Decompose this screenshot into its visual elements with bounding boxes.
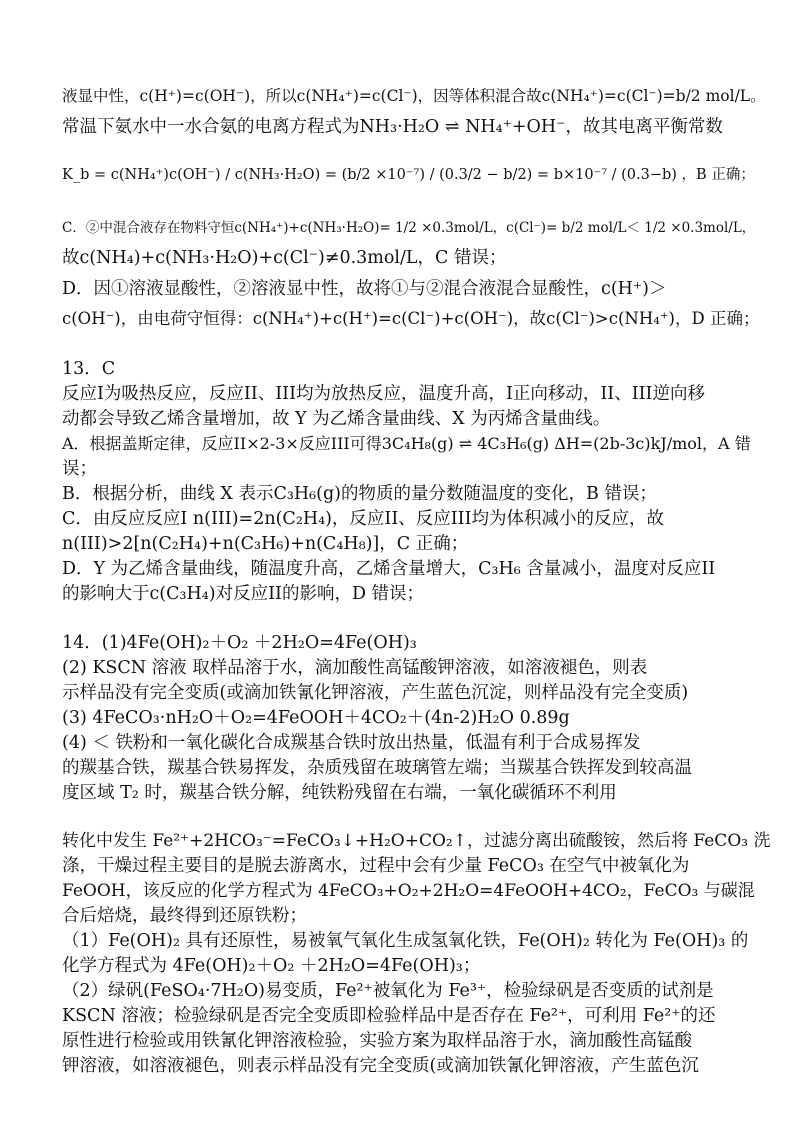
- text-line: D．因①溶液显酸性，②溶液显中性，故将①与②混合液混合显酸性，c(H⁺)＞: [62, 279, 667, 299]
- text-line: 动都会导致乙烯含量增加，故 Y 为乙烯含量曲线、X 为丙烯含量曲线。: [62, 409, 611, 429]
- text-line: 钾溶液，如溶液褪色，则表示样品没有完全变质(或滴加铁氰化钾溶液，产生蓝色沉: [62, 1056, 699, 1076]
- text-line: 合后焙烧，最终得到还原铁粉；: [62, 906, 307, 926]
- text-line: A．根据盖斯定律，反应II×2-3×反应III可得3C₄H₈(g) ⇌ 4C₃H₆(g) ΔH=(2b-3c)kJ/mol，A 错: [62, 434, 751, 453]
- text-line: n(III)>2[n(C₂H₄)+n(C₃H₆)+n(C₄H₈)]，C 正确；: [62, 534, 469, 554]
- text-line: (4) ＜ 铁粉和一氧化碳化合成羰基合铁时放出热量，低温有利于合成易挥发: [62, 733, 641, 753]
- text-line: 反应I为吸热反应，反应II、III均为放热反应，温度升高，I正向移动，II、III逆向移: [62, 384, 705, 404]
- text-line: 化学方程式为 4Fe(OH)₂＋O₂ ＋2H₂O=4Fe(OH)₃；: [62, 956, 481, 976]
- text-line: 度区域 T₂ 时，羰基合铁分解，纯铁粉残留在右端，一氧化碳循环不利用: [62, 783, 617, 803]
- text-line: D．Y 为乙烯含量曲线，随温度升高，乙烯含量增大，C₃H₆ 含量减小，温度对反应II: [62, 559, 716, 579]
- text-line: 故c(NH₄)+c(NH₃·H₂O)+c(Cl⁻)≠0.3mol/L，C 错误；: [62, 248, 507, 268]
- text-line: （2）绿矾(FeSO₄·7H₂O)易变质，Fe²⁺被氧化为 Fe³⁺，检验绿矾是否变质的试剂是: [62, 981, 714, 1001]
- text-line: （1）Fe(OH)₂ 具有还原性，易被氧气氧化生成氢氧化铁，Fe(OH)₂ 转化为 Fe(OH)₃ 的: [62, 931, 749, 951]
- text-line: 14．(1)4Fe(OH)₂＋O₂ ＋2H₂O=4Fe(OH)₃: [62, 633, 417, 653]
- text-line: (3) 4FeCO₃·nH₂O＋O₂=4FeOOH＋4CO₂＋(4n-2)H₂O 0.89g: [62, 708, 570, 728]
- text-line: 的影响大于c(C₃H₄)对反应II的影响，D 错误；: [62, 584, 425, 604]
- text-line: 示样品没有完全变质(或滴加铁氰化钾溶液，产生蓝色沉淀，则样品没有完全变质): [62, 683, 689, 703]
- text-line: 13．C: [62, 359, 116, 379]
- text-line: B．根据分析，曲线 X 表示C₃H₆(g)的物质的量分数随温度的变化，B 错误；: [62, 484, 657, 504]
- text-line: FeOOH，该反应的化学方程式为 4FeCO₃+O₂+2H₂O=4FeOOH+4CO₂，FeCO₃ 与碳混: [62, 881, 755, 901]
- text-line: 原性进行检验或用铁氰化钾溶液检验，实验方案为取样品溶于水，滴加酸性高锰酸: [62, 1031, 692, 1051]
- text-line: (2) KSCN 溶液 取样品溶于水，滴加酸性高锰酸钾溶液，如溶液褪色，则表: [62, 658, 648, 678]
- text-line: KSCN 溶液；检验绿矾是否完全变质即检验样品中是否存在 Fe²⁺，可利用 Fe²⁺的还: [62, 1006, 716, 1026]
- text-line: 转化中发生 Fe²⁺+2HCO₃⁻=FeCO₃↓+H₂O+CO₂↑，过滤分离出硫酸铵，然后将 FeCO₃ 洗: [62, 831, 771, 851]
- text-line: 涤，干燥过程主要目的是脱去游离水，过程中会有少量 FeCO₃ 在空气中被氧化为: [62, 856, 690, 876]
- text-line: 的羰基合铁，羰基合铁易挥发，杂质残留在玻璃管左端；当羰基合铁挥发到较高温: [62, 758, 692, 778]
- text-line: C．由反应反应I n(III)=2n(C₂H₄)，反应II、反应III均为体积减小的反应，故: [62, 509, 664, 529]
- text-line: C．②中混合液存在物料守恒c(NH₄⁺)+c(NH₃·H₂O)= 1/2 ×0.3mol/L，c(Cl⁻)= b/2 mol/L＜ 1/2 ×0.3mol/L，: [62, 220, 756, 236]
- text-line: K_b = c(NH₄⁺)c(OH⁻) / c(NH₃·H₂O) = (b/2 ×10⁻⁷) / (0.3/2 − b/2) = b×10⁻⁷ / (0.3−b) ，B 正确；: [62, 167, 755, 183]
- text-line: c(OH⁻)，由电荷守恒得：c(NH₄⁺)+c(H⁺)=c(Cl⁻)+c(OH⁻)，故c(Cl⁻)>c(NH₄⁺)，D 正确；: [62, 309, 760, 328]
- text-line: 误；: [62, 459, 97, 479]
- text-line: 常温下氨水中一水合氨的电离方程式为NH₃·H₂O ⇌ NH₄⁺+OH⁻，故其电离平衡常数: [62, 117, 723, 137]
- text-line: 液显中性，c(H⁺)=c(OH⁻)，所以c(NH₄⁺)=c(Cl⁻)，因等体积混合故c(NH₄⁺)=c(Cl⁻)=b/2 mol/L。: [62, 87, 766, 105]
